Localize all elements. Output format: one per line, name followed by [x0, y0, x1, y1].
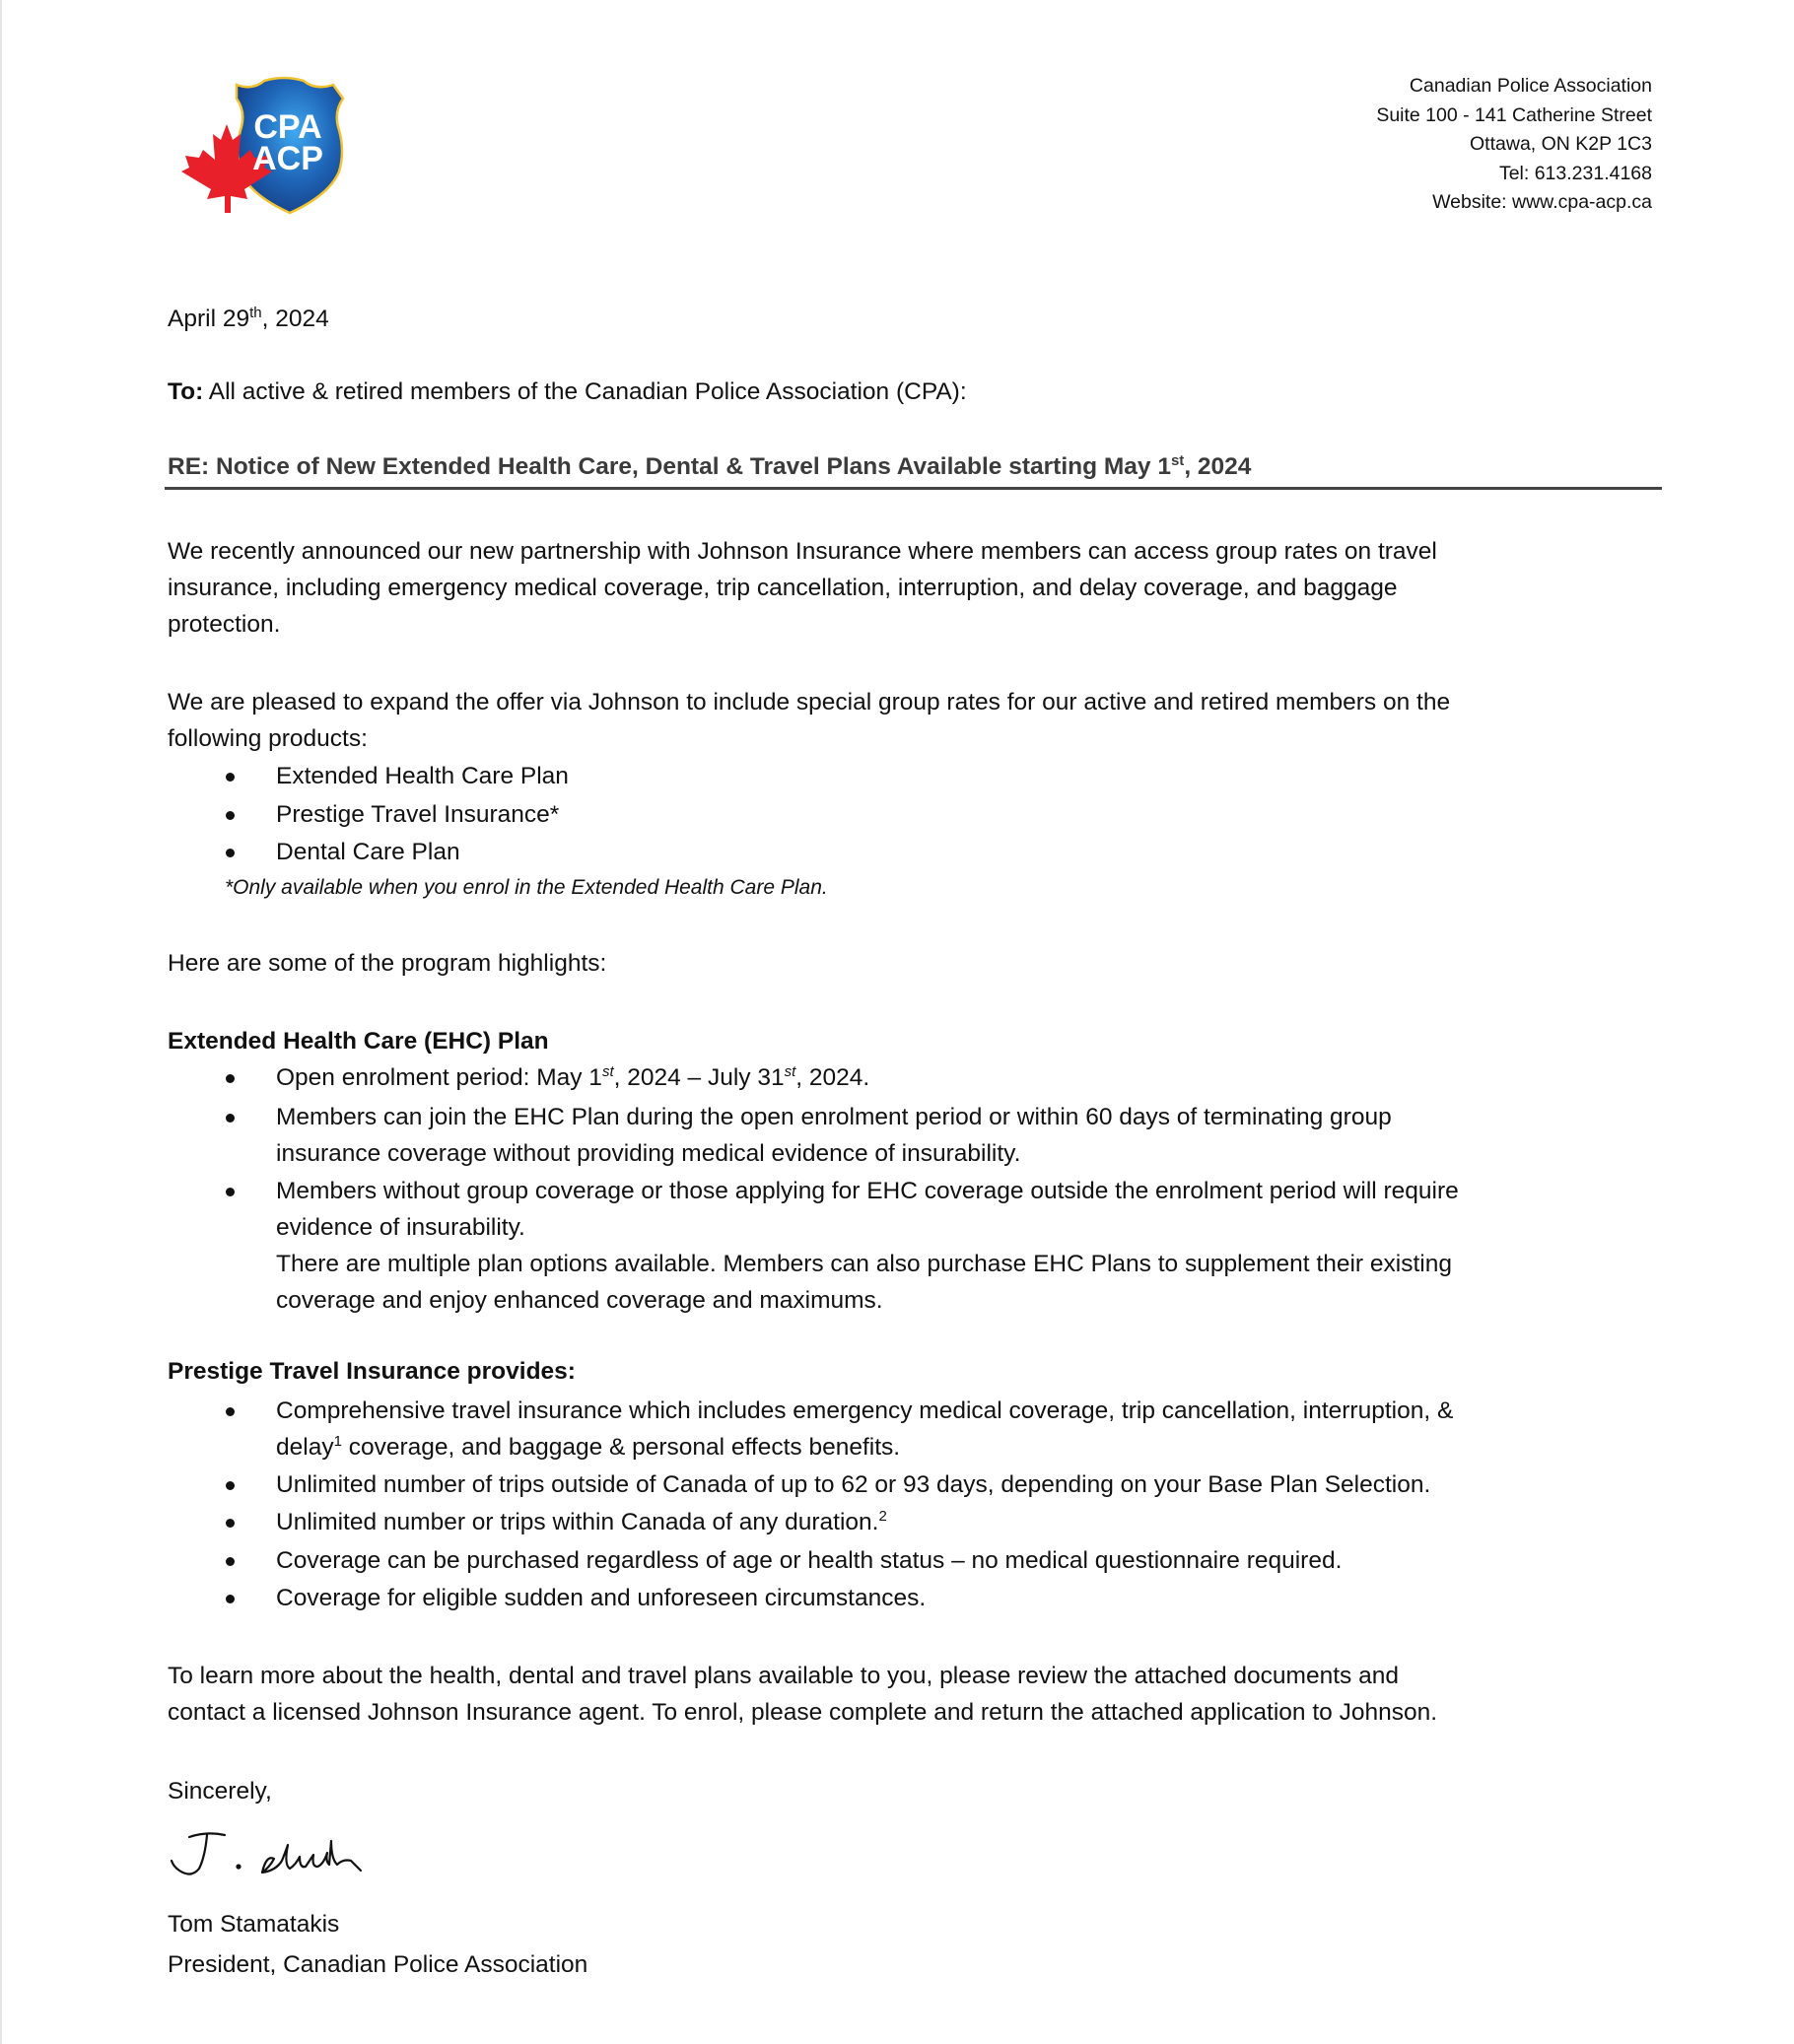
signatory-title: President, Canadian Police Association — [168, 1951, 588, 1978]
bullet-icon — [226, 849, 235, 857]
closing-paragraph-line: contact a licensed Johnson Insurance agent. To enrol, please complete and return the attached application to Johnson. — [168, 1699, 1438, 1726]
bullet-icon — [226, 773, 235, 782]
to-label: To: — [168, 378, 204, 405]
bullet-icon — [226, 1481, 235, 1490]
signoff: Sincerely, — [168, 1778, 272, 1805]
paragraph-1-line: insurance, including emergency medical coverage, trip cancellation, interruption, and delay coverage, and baggage — [168, 575, 1398, 601]
address-phone: Tel: 613.231.4168 — [1498, 162, 1652, 184]
ehc-item-line: Members can join the EHC Plan during the open enrolment period or within 60 days of terminating group — [276, 1104, 1392, 1130]
address-street: Suite 100 - 141 Catherine Street — [1376, 103, 1652, 126]
subject-line: RE: Notice of New Extended Health Care, Dental & Travel Plans Available starting May 1st, 2024 — [168, 452, 1252, 480]
product-item: Dental Care Plan — [276, 839, 460, 865]
prestige-item-line: delay$^1$ coverage, and baggage & personal effects benefits. — [276, 1433, 901, 1461]
letterhead-address — [1376, 72, 1652, 218]
ehc-item-enrolment-period: Open enrolment period: May 1st, 2024 – July 31st, 2024. — [276, 1063, 870, 1091]
prestige-item-line: Comprehensive travel insurance which includes emergency medical coverage, trip cancellation, interruption, & — [276, 1397, 1454, 1424]
prestige-item-line: Coverage can be purchased regardless of age or health status – no medical questionnaire required. — [276, 1547, 1343, 1574]
svg-text:CPA: CPA — [253, 108, 322, 146]
subject-divider — [165, 487, 1662, 490]
bullet-icon — [226, 1519, 235, 1528]
ehc-heading: Extended Health Care (EHC) Plan — [168, 1028, 549, 1055]
bullet-icon — [226, 1114, 235, 1123]
letter-date: April 29th, 2024 — [168, 305, 329, 332]
paragraph-1-line: protection. — [168, 611, 281, 638]
bullet-icon — [226, 1557, 235, 1566]
prestige-heading: Prestige Travel Insurance provides: — [168, 1358, 576, 1385]
prestige-item-line: Unlimited number or trips within Canada of any duration.$^2$ — [276, 1508, 887, 1535]
recipient-line: To: All active & retired members of the Canadian Police Association (CPA): — [168, 378, 967, 405]
paragraph-2-line: We are pleased to expand the offer via Johnson to include special group rates for our active and retired members on the — [168, 689, 1451, 715]
bullet-icon — [226, 811, 235, 820]
paragraph-1-line: We recently announced our new partnership with Johnson Insurance where members can access group rates on travel — [168, 538, 1437, 565]
cpa-logo — [175, 73, 353, 216]
bullet-icon — [226, 1188, 235, 1196]
ehc-item-line: There are multiple plan options available. Members can also purchase EHC Plans to supplement their existing — [276, 1251, 1452, 1277]
address-city: Ottawa, ON K2P 1C3 — [1470, 133, 1652, 155]
svg-text:ACP: ACP — [252, 140, 323, 177]
products-footnote: *Only available when you enrol in the Extended Health Care Plan. — [225, 876, 828, 899]
ehc-item-line: coverage and enjoy enhanced coverage and maximums. — [276, 1287, 883, 1314]
product-item: Prestige Travel Insurance* — [276, 801, 560, 828]
prestige-item-line: Coverage for eligible sudden and unforeseen circumstances. — [276, 1585, 927, 1611]
bullet-icon — [226, 1407, 235, 1416]
address-website[interactable]: Website: www.cpa-acp.ca — [1432, 191, 1652, 213]
signatory-name: Tom Stamatakis — [168, 1911, 340, 1938]
prestige-item-line: Unlimited number of trips outside of Canada of up to 62 or 93 days, depending on your Base Plan Selection. — [276, 1471, 1431, 1498]
ehc-item-line: evidence of insurability. — [276, 1214, 525, 1241]
handwritten-signature — [168, 1825, 375, 1886]
highlights-intro: Here are some of the program highlights: — [168, 950, 607, 977]
ehc-item-line: insurance coverage without providing medical evidence of insurability. — [276, 1140, 1021, 1167]
bullet-icon — [226, 1595, 235, 1603]
bullet-icon — [226, 1074, 235, 1083]
closing-paragraph-line: To learn more about the health, dental and travel plans available to you, please review the attached documents and — [168, 1663, 1399, 1689]
ehc-item-line: Members without group coverage or those applying for EHC coverage outside the enrolment period will require — [276, 1178, 1459, 1204]
paragraph-2-line: following products: — [168, 725, 368, 752]
product-item: Extended Health Care Plan — [276, 763, 569, 789]
address-org: Canadian Police Association — [1409, 75, 1652, 97]
